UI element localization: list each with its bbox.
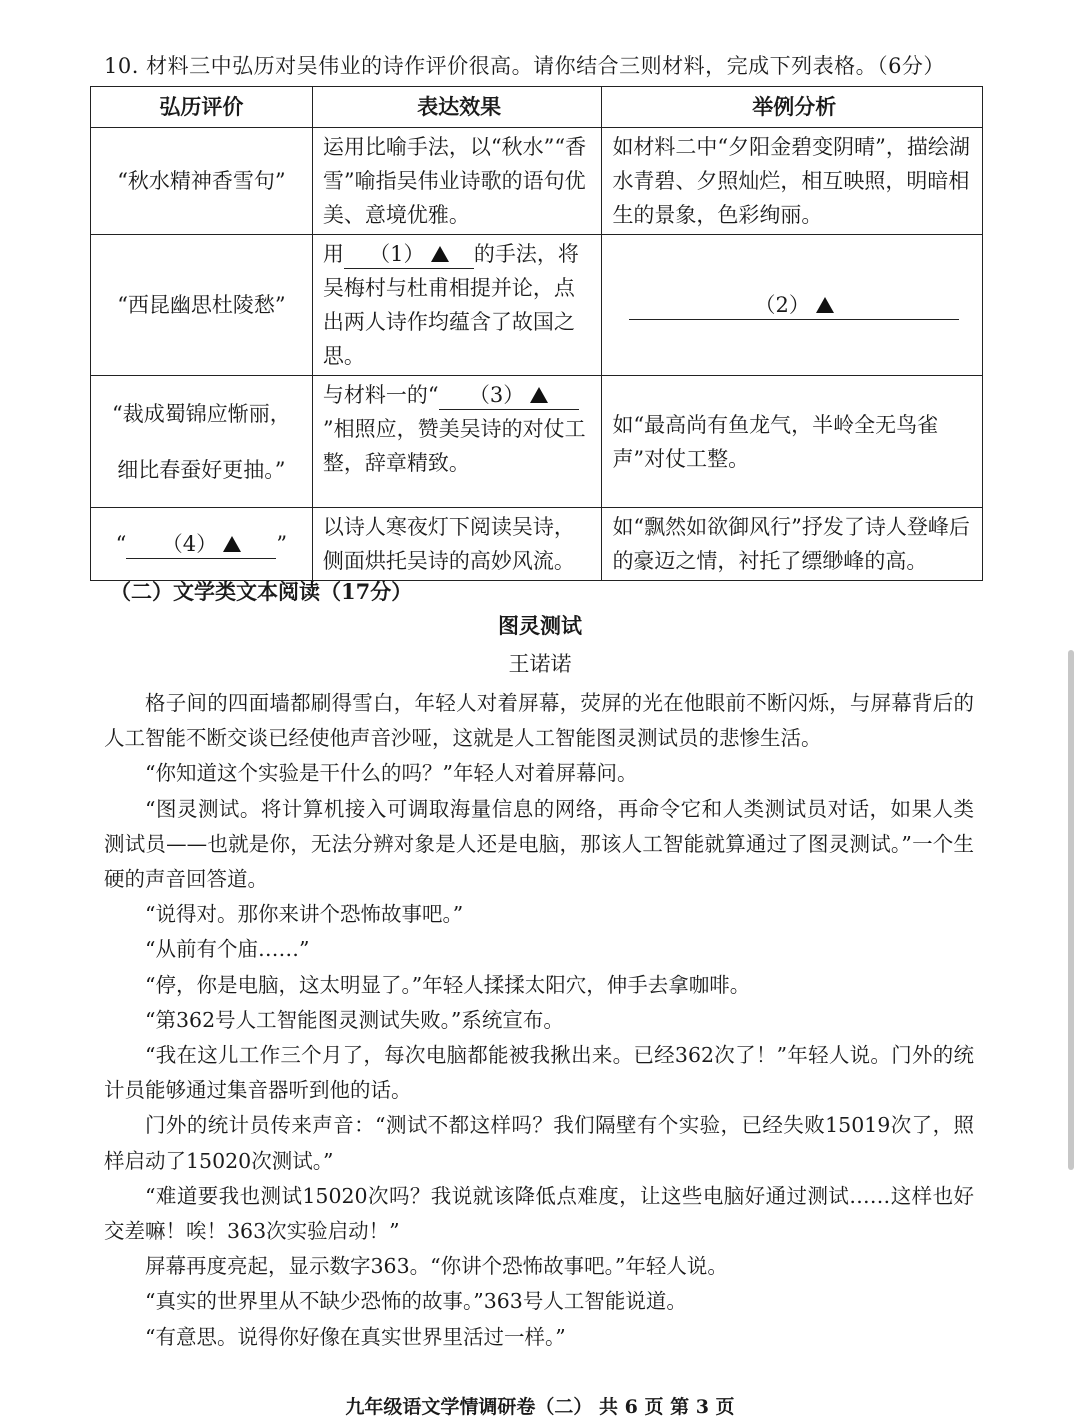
header-evaluation: 弘历评价 [91, 87, 313, 128]
paragraph: “真实的世界里从不缺少恐怖的故事。”363号人工智能说道。 [145, 1289, 687, 1314]
row2-effect-prefix: 用 [322, 242, 344, 266]
paragraph: “说得对。那你来讲个恐怖故事吧。” [145, 902, 464, 927]
triangle-icon [530, 387, 548, 403]
row2-effect [312, 235, 602, 376]
row4-open-quote: “ [115, 532, 127, 556]
page-footer: 九年级语文学情调研卷（二） 共 6 页 第 3 页 [345, 1396, 735, 1418]
paragraph: “从前有个庙……” [145, 937, 310, 962]
row4-effect: 以诗人寒夜灯下阅读吴诗，侧面烘托吴诗的高妙风流。 [312, 508, 602, 581]
row3-effect [312, 376, 602, 508]
table-row [91, 508, 983, 581]
answer-blank-3[interactable] [439, 381, 579, 410]
row1-evaluation: “秋水精神香雪句” [91, 128, 313, 235]
row2-example [602, 235, 983, 376]
row4-evaluation [91, 508, 313, 581]
table-header-row [91, 87, 983, 128]
paragraph: 门外的统计员传来声音：“测试不都这样吗？我们隔壁有个实验，已经失败15019次了，照样启动了15020次测试。” [104, 1113, 974, 1173]
paragraph: 格子间的四面墙都刷得雪白，年轻人对着屏幕，荧屏的光在他眼前不断闪烁，与屏幕背后的人工智能不断交谈已经使他声音沙哑，这就是人工智能图灵测试员的悲惨生活。 [104, 691, 974, 751]
row4-close-quote: ” [276, 532, 288, 556]
story-body [104, 686, 974, 1355]
row3-evaluation-line2: 细比春蚕好更抽。” [117, 457, 286, 482]
paragraph: “你知道这个实验是干什么的吗？”年轻人对着屏幕问。 [145, 761, 638, 786]
triangle-icon [431, 246, 449, 262]
triangle-icon [223, 536, 241, 552]
paragraph: “我在这儿工作三个月了，每次电脑都能被我揪出来。已经362次了！”年轻人说。门外的统计员能够通过集音器听到他的话。 [104, 1043, 974, 1103]
answer-blank-2[interactable] [629, 291, 959, 320]
row1-effect: 运用比喻手法，以“秋水”“香雪”喻指吴伟业诗歌的语句优美、意境优雅。 [312, 128, 602, 235]
header-example: 举例分析 [602, 87, 983, 128]
question-10-title: 10. 材料三中弘历对吴伟业的诗作评价很高。请你结合三则材料，完成下列表格。（6分） [104, 54, 945, 78]
blank-4-label: （4） [161, 532, 218, 556]
row2-evaluation: “西昆幽思杜陵愁” [91, 235, 313, 376]
row3-effect-prefix: 与材料一的“ [322, 383, 439, 407]
paragraph: “图灵测试。将计算机接入可调取海量信息的网络，再命令它和人类测试员对话，如果人类测试员——也就是你，无法分辨对象是人还是电脑，那该人工智能就算通过了图灵测试。”一个生硬的声音回答道。 [104, 796, 974, 892]
row3-evaluation-line1: “裁成蜀锦应惭丽， [112, 401, 291, 426]
row3-effect-suffix: 相照应，赞美吴诗的对仗工整，辞章精致。 [322, 417, 586, 475]
blank-3-label: （3） [468, 383, 525, 407]
table-row [91, 376, 983, 508]
triangle-icon [816, 297, 834, 313]
answer-blank-1[interactable] [344, 240, 474, 269]
vertical-scrollbar[interactable] [1068, 650, 1074, 1170]
row3-effect-close-quote: ” [322, 417, 334, 441]
story-title: 图灵测试 [498, 613, 582, 638]
table-row [91, 235, 983, 376]
paragraph: “停，你是电脑，这太明显了。”年轻人揉揉太阳穴，伸手去拿咖啡。 [145, 972, 751, 997]
answer-blank-4[interactable] [126, 530, 276, 559]
row3-example: 如“最高尚有鱼龙气，半岭全无鸟雀声”对仗工整。 [602, 376, 983, 508]
section-title: （二）文学类文本阅读（17分） [110, 579, 413, 604]
blank-2-label: （2） [754, 293, 810, 317]
header-effect: 表达效果 [312, 87, 602, 128]
row3-evaluation [91, 376, 313, 508]
story-author: 王诺诺 [508, 652, 572, 676]
paragraph: “第362号人工智能图灵测试失败。”系统宣布。 [145, 1007, 564, 1032]
row1-example: 如材料二中“夕阳金碧变阴晴”，描绘湖水青碧、夕照灿烂，相互映照，明暗相生的景象，色彩绚丽。 [602, 128, 983, 235]
row2-effect-suffix: 的手法，将吴梅村与杜甫相提并论，点出两人诗作均蕴含了故国之思。 [322, 242, 579, 368]
evaluation-table [90, 86, 983, 581]
paragraph: 屏幕再度亮起，显示数字363。“你讲个恐怖故事吧。”年轻人说。 [145, 1254, 728, 1279]
paragraph: “有意思。说得你好像在真实世界里活过一样。” [145, 1324, 566, 1349]
row4-example: 如“飘然如欲御风行”抒发了诗人登峰后的豪迈之情，衬托了缥缈峰的高。 [602, 508, 983, 581]
blank-1-label: （1） [369, 242, 425, 266]
paragraph: “难道要我也测试15020次吗？我说就该降低点难度，让这些电脑好通过测试……这样也好交差嘛！唉！363次实验启动！” [104, 1183, 974, 1244]
table-row [91, 128, 983, 235]
